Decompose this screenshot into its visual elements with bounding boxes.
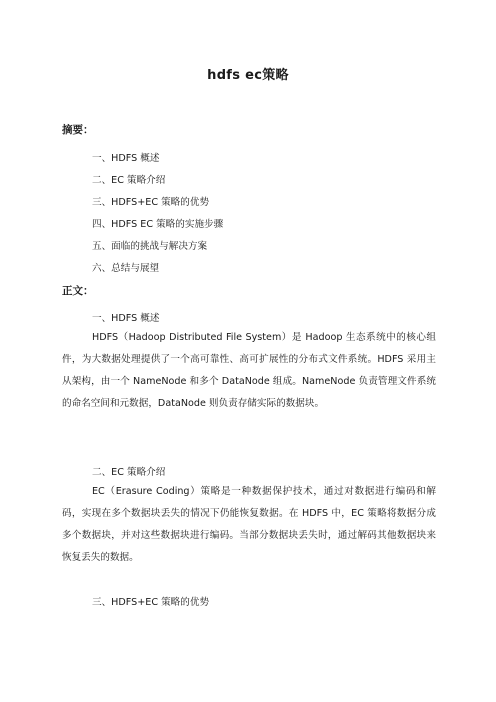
- body-label: 正文：: [62, 285, 94, 297]
- section-heading-1: 一、HDFS 概述: [92, 313, 160, 324]
- outline-item-1: 一、HDFS 概述: [92, 153, 160, 164]
- document-title: hdfs ec策略: [207, 68, 289, 83]
- abstract-label: 摘要：: [62, 124, 94, 136]
- outline-item-3: 三、HDFS+EC 策略的优势: [92, 197, 210, 208]
- outline-item-6: 六、总结与展望: [92, 263, 160, 274]
- section-paragraph-1: HDFS（Hadoop Distributed File System）是 Hadoop 生态系统中的核心组件，为大数据处理提供了一个高可靠性、高可扩展性的分布式文件系统。HDFS 采用主从架构，由一个 NameNode 和多个 DataNode 组成。NameNode 负责管理文件系统的命名空间和元数据，DataNode 则负责存储实际的数据块。: [62, 332, 436, 409]
- section-paragraph-2: EC（Erasure Coding）策略是一种数据保护技术，通过对数据进行编码和解码，实现在多个数据块丢失的情况下仍能恢复数据。在 HDFS 中，EC 策略将数据分成多个数据块，并对这些数据块进行编码。当部分数据块丢失时，通过解码其他数据块来恢复丢失的数据。: [62, 486, 436, 563]
- section-heading-2: 二、EC 策略介绍: [92, 467, 166, 478]
- outline-item-5: 五、面临的挑战与解决方案: [92, 241, 208, 252]
- outline-item-4: 四、HDFS EC 策略的实施步骤: [92, 219, 224, 230]
- section-heading-3: 三、HDFS+EC 策略的优势: [92, 597, 210, 608]
- outline-item-2: 二、EC 策略介绍: [92, 175, 166, 186]
